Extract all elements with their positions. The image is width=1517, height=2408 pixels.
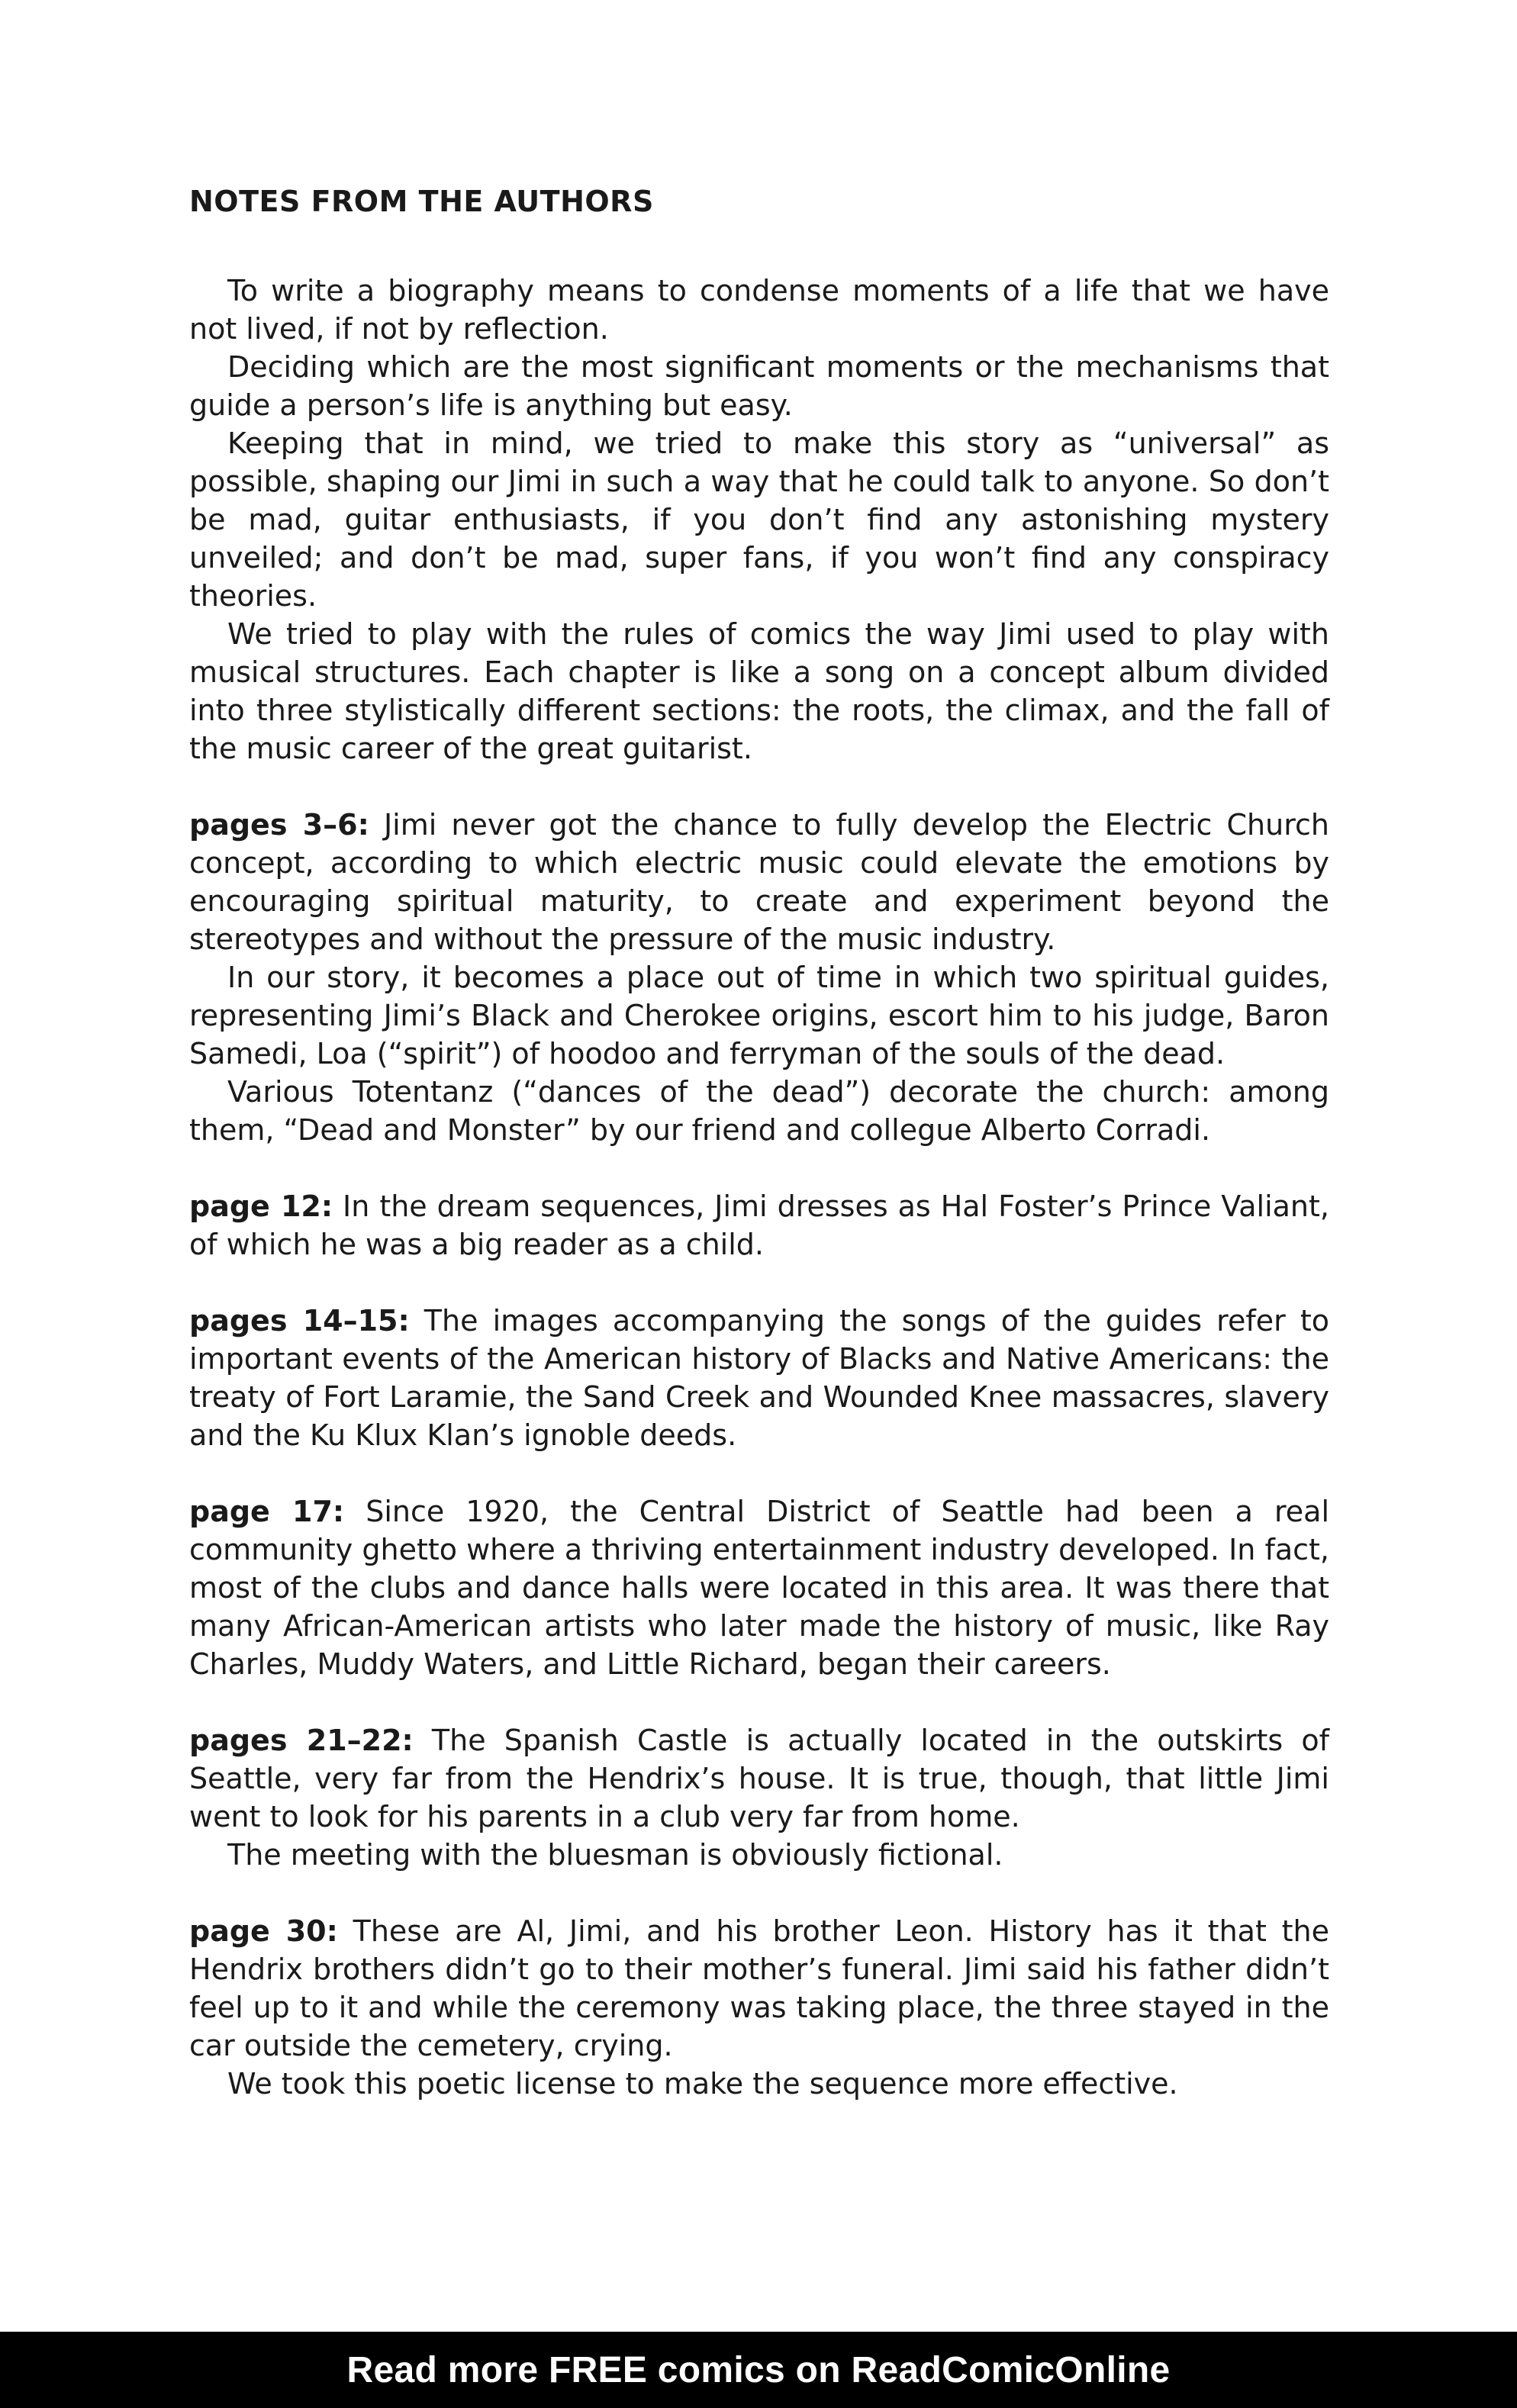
intro-section xyxy=(189,272,1329,768)
note-lead-paragraph xyxy=(189,1187,1329,1264)
note-text: Since 1920, the Central District of Seattle had been a real community ghetto where a thriving entertainment industry developed. In fact, most of the clubs and dance halls were located in this area. It was there that many African-American artists who later made the history of music, like Ray Charles, Muddy Waters, and Little Richard, began their careers. xyxy=(189,1495,1329,1681)
document-page xyxy=(189,180,1329,2103)
footer-banner[interactable] xyxy=(0,2332,1517,2408)
note-page-reference: page 12: xyxy=(189,1190,333,1223)
note-text: The Spanish Castle is actually located in the outskirts of Seattle, very far from the Hendrix’s house. It is true, though, that little Jimi went to look for his parents in a club very far from home. xyxy=(189,1724,1329,1833)
intro-paragraph: We tried to play with the rules of comics the way Jimi used to play with musical structures. Each chapter is like a song on a concept album divided into three stylistically different sections: the roots, the climax, and the fall of the music career of the great guitarist. xyxy=(189,617,1329,765)
note-paragraph: The meeting with the bluesman is obviously fictional. xyxy=(227,1838,1003,1872)
note-paragraph: We took this poetic license to make the sequence more effective. xyxy=(227,2067,1178,2101)
intro-paragraph: To write a biography means to condense moments of a life that we have not lived, if not by reflection. xyxy=(189,274,1329,346)
note-page-30 xyxy=(189,1912,1329,2103)
note-page-17 xyxy=(189,1492,1329,1683)
intro-paragraph: Keeping that in mind, we tried to make this story as “universal” as possible, shaping our Jimi in such a way that he could talk to anyone. So don’t be mad, guitar enthusiasts, if you don’t find any astonishing mystery unveiled; and don’t be mad, super fans, if you won’t find any conspiracy theories. xyxy=(189,427,1329,613)
note-page-reference: page 30: xyxy=(189,1914,338,1948)
note-page-12 xyxy=(189,1187,1329,1264)
note-lead-paragraph xyxy=(189,1492,1329,1683)
note-text: In the dream sequences, Jimi dresses as Hal Foster’s Prince Valiant, of which he was a big reader as a child. xyxy=(189,1190,1329,1261)
note-pages-14-15 xyxy=(189,1302,1329,1454)
note-paragraph: Various Totentanz (“dances of the dead”) decorate the church: among them, “Dead and Monster” by our friend and collegue Alberto Corradi. xyxy=(189,1075,1329,1147)
note-page-reference: page 17: xyxy=(189,1495,345,1528)
note-lead-paragraph xyxy=(189,806,1329,958)
note-page-reference: pages 21–22: xyxy=(189,1724,414,1757)
note-pages-3-6 xyxy=(189,806,1329,1149)
note-paragraph: In our story, it becomes a place out of time in which two spiritual guides, representing Jimi’s Black and Cherokee origins, escort him to his judge, Baron Samedi, Loa (“spirit”) of hoodoo and ferryman of the souls of the dead. xyxy=(189,961,1329,1070)
note-lead-paragraph xyxy=(189,1302,1329,1454)
page-title: NOTES FROM THE AUTHORS xyxy=(189,185,654,218)
footer-banner-text[interactable]: Read more FREE comics on ReadComicOnline xyxy=(346,2349,1171,2390)
note-text: Jimi never got the chance to fully develop the Electric Church concept, according to which electric music could elevate the emotions by encouraging spiritual maturity, to create and experiment beyond the stereotypes and without the pressure of the music industry. xyxy=(189,808,1329,956)
note-lead-paragraph xyxy=(189,1721,1329,1836)
note-pages-21-22 xyxy=(189,1721,1329,1874)
note-text: These are Al, Jimi, and his brother Leon. History has it that the Hendrix brothers didn’t go to their mother’s funeral. Jimi said his father didn’t feel up to it and while the ceremony was taking place, the three stayed in the car outside the cemetery, crying. xyxy=(189,1914,1329,2062)
note-page-reference: pages 14–15: xyxy=(189,1304,410,1338)
note-page-reference: pages 3–6: xyxy=(189,808,369,842)
note-text: The images accompanying the songs of the guides refer to important events of the American history of Blacks and Native Americans: the treaty of Fort Laramie, the Sand Creek and Wounded Knee massacres, slavery and the Ku Klux Klan’s ignoble deeds. xyxy=(189,1304,1329,1452)
intro-paragraph: Deciding which are the most significant moments or the mechanisms that guide a person’s life is anything but easy. xyxy=(189,350,1329,422)
note-lead-paragraph xyxy=(189,1912,1329,2065)
